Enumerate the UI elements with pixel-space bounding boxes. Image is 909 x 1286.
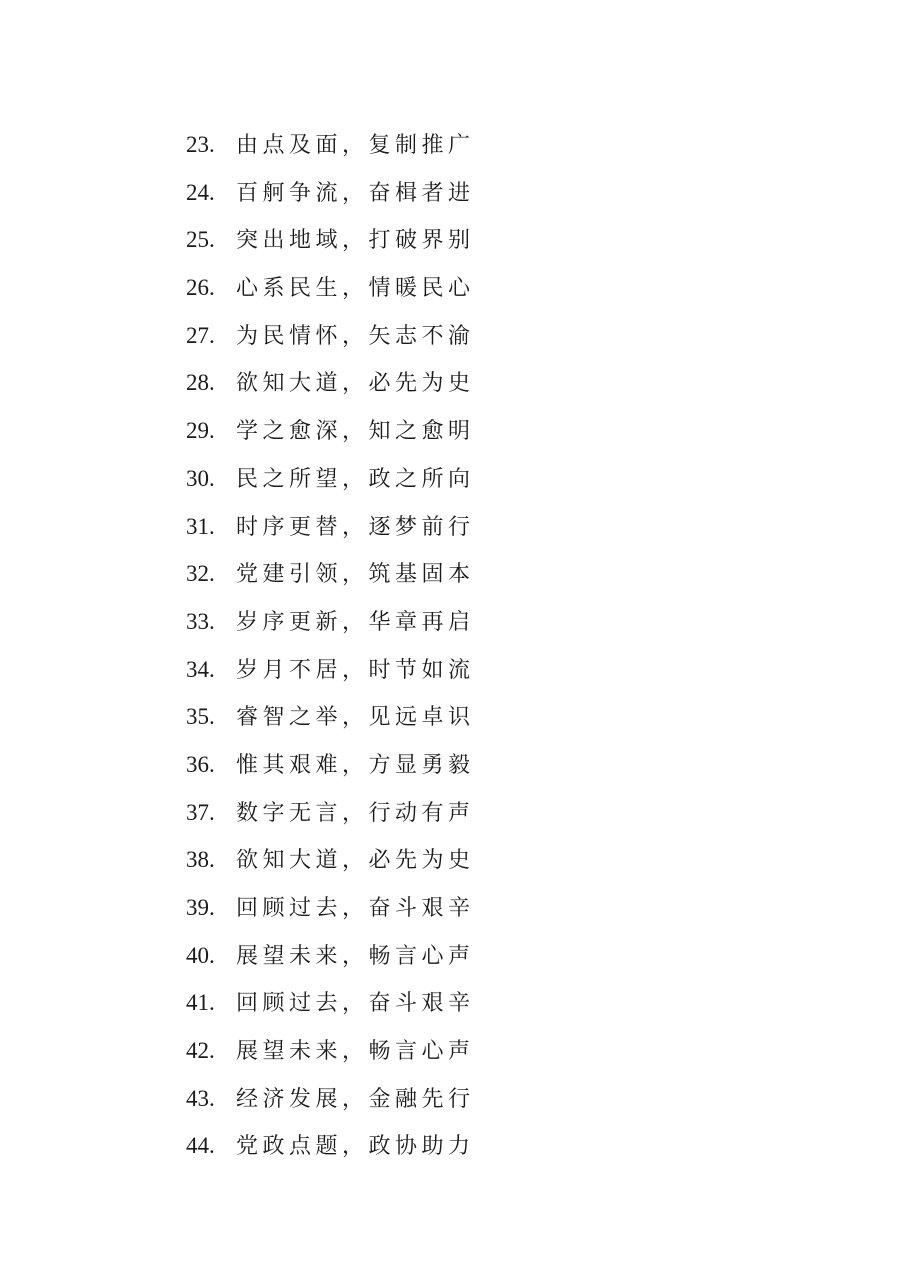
list-item-text: 时序更替，逐梦前行 — [236, 514, 475, 540]
list-item-text: 经济发展，金融先行 — [236, 1086, 475, 1112]
list-item-text: 为民情怀，矢志不渝 — [236, 323, 475, 349]
list-item — [186, 741, 475, 789]
list-item-number: 28. — [186, 370, 215, 396]
list-item-text: 数字无言，行动有声 — [236, 800, 475, 826]
list-item-text: 欲知大道，必先为史 — [236, 848, 475, 874]
list-item-number: 31. — [186, 513, 215, 539]
list-item — [186, 598, 475, 646]
list-item — [186, 455, 475, 503]
list-item — [186, 1075, 475, 1123]
list-item-text: 由点及面，复制推广 — [236, 133, 475, 158]
list-item-text: 党政点题，政协助力 — [236, 1134, 475, 1160]
list-item-number: 24. — [186, 179, 215, 205]
list-item-text: 回顾过去，奋斗艰辛 — [236, 991, 475, 1017]
list-item-text: 民之所望，政之所向 — [236, 466, 475, 492]
list-item — [186, 264, 475, 312]
list-item — [186, 789, 475, 837]
list-item — [186, 836, 475, 884]
list-item-number: 23. — [186, 132, 215, 157]
list-item — [186, 503, 475, 551]
list-item-number: 42. — [186, 1038, 215, 1064]
list-item-text: 突出地域，打破界别 — [236, 228, 475, 254]
list-item-text: 党建引领，筑基固本 — [236, 562, 475, 588]
list-item-number: 39. — [186, 895, 215, 920]
list-item — [186, 693, 475, 741]
list-item — [186, 121, 475, 169]
list-item-text: 岁序更新，华章再启 — [236, 609, 475, 635]
list-item-text: 回顾过去，奋斗艰辛 — [236, 896, 475, 921]
list-item-number: 32. — [186, 561, 215, 587]
list-item-text: 欲知大道，必先为史 — [236, 371, 475, 397]
list-item-text: 展望未来，畅言心声 — [236, 1039, 475, 1065]
list-item — [186, 932, 475, 980]
list-item-number: 33. — [186, 608, 215, 634]
list-item — [186, 1122, 475, 1170]
list-item — [186, 216, 475, 264]
list-item — [186, 550, 475, 598]
list-item-number: 41. — [186, 990, 215, 1016]
list-item — [186, 979, 475, 1027]
list-item — [186, 359, 475, 407]
list-item-number: 44. — [186, 1133, 215, 1159]
list-item-text: 睿智之举，见远卓识 — [236, 705, 475, 731]
list-item-number: 25. — [186, 227, 215, 253]
list-item-text: 学之愈深，知之愈明 — [236, 419, 475, 445]
list-item-text: 心系民生，情暖民心 — [236, 276, 475, 302]
list-item — [186, 646, 475, 694]
list-item-text: 展望未来，畅言心声 — [236, 943, 475, 969]
list-item — [186, 407, 475, 455]
list-item-text: 惟其艰难，方显勇毅 — [236, 752, 475, 778]
list-item-number: 34. — [186, 656, 215, 682]
list-item-number: 26. — [186, 275, 215, 301]
list-item — [186, 1027, 475, 1075]
list-item — [186, 169, 475, 217]
list-item — [186, 884, 475, 932]
list-item-number: 27. — [186, 322, 215, 348]
list-item-number: 29. — [186, 418, 215, 444]
list-item-number: 35. — [186, 704, 215, 730]
list-item-number: 43. — [186, 1085, 215, 1111]
list-item — [186, 312, 475, 360]
numbered-list — [186, 121, 475, 1170]
list-item-number: 40. — [186, 942, 215, 968]
list-item-text: 百舸争流，奋楫者进 — [236, 180, 475, 206]
list-item-number: 30. — [186, 465, 215, 491]
list-item-text: 岁月不居，时节如流 — [236, 657, 475, 683]
list-item-number: 38. — [186, 847, 215, 873]
list-item-number: 36. — [186, 751, 215, 777]
list-item-number: 37. — [186, 799, 215, 825]
